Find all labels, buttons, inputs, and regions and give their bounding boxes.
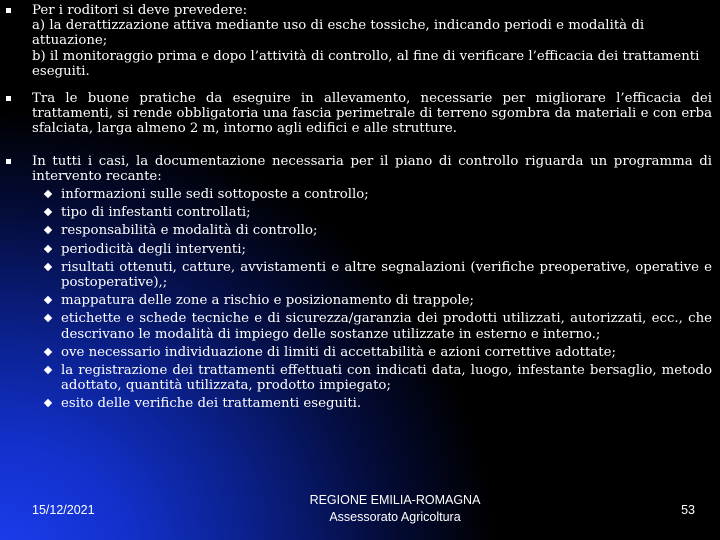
bullet-text: [32, 3, 712, 79]
sub-item: [32, 363, 712, 393]
sub-item: [32, 396, 712, 411]
sub-item-text: esito delle verifiche dei trattamenti eseguiti.: [61, 396, 362, 412]
sub-item: [32, 345, 712, 360]
diamond-bullet-icon: [44, 190, 52, 198]
diamond-bullet-icon: [44, 226, 52, 234]
sub-item-text: la registrazione dei trattamenti effettuati con indicati data, luogo, infestante bersaglio, metodo adottato, quantità utilizzata, prodotto impiegato;: [61, 363, 712, 394]
footer-org-name: REGIONE EMILIA-ROMAGNA: [309, 493, 481, 507]
footer-date: 15/12/2021: [32, 503, 95, 517]
sub-item: [32, 242, 712, 257]
sub-item-text: responsabilità e modalità di controllo;: [61, 223, 318, 239]
footer-organization: [295, 492, 495, 526]
footer-org-department: Assessorato Agricoltura: [329, 510, 461, 524]
diamond-bullet-icon: [44, 348, 52, 356]
sub-item-text: etichette e schede tecniche e di sicurezza/garanzia dei prodotti utilizzati, autorizzati, ecc., che descrivano le modalità di impiego delle sostanze utilizzate in esterno e interno.;: [61, 311, 712, 342]
sub-item: [32, 293, 712, 308]
diamond-bullet-icon: [44, 263, 52, 271]
bullet-good-practices: [6, 91, 712, 137]
slide-footer: [0, 490, 720, 534]
slide-content: [6, 3, 712, 424]
diamond-bullet-icon: [44, 399, 52, 407]
diamond-bullet-icon: [44, 244, 52, 252]
bullet-line: b) il monitoraggio prima e dopo l’attività di controllo, al fine di verificare l’efficacia dei trattamenti eseguiti.: [32, 48, 700, 79]
diamond-bullet-icon: [44, 366, 52, 374]
square-bullet-icon: [6, 96, 11, 101]
diamond-bullet-icon: [44, 208, 52, 216]
sub-item: [32, 311, 712, 341]
diamond-bullet-icon: [44, 314, 52, 322]
sub-item: [32, 260, 712, 290]
page-number: 53: [681, 503, 695, 517]
sub-item: [32, 223, 712, 238]
square-bullet-icon: [6, 8, 11, 13]
sub-item-text: mappatura delle zone a rischio e posizionamento di trappole;: [61, 293, 474, 309]
bullet-rodents: [6, 3, 712, 79]
diamond-bullet-icon: [44, 296, 52, 304]
bullet-documentation: [6, 154, 712, 412]
sub-item: [32, 187, 712, 202]
bullet-line: a) la derattizzazione attiva mediante uso di esche tossiche, indicando periodi e modalità di attuazione;: [32, 18, 645, 49]
sub-item-text: risultati ottenuti, catture, avvistamenti e altre segnalazioni (verifiche preoperative, operative e postoperative),;: [61, 259, 712, 291]
square-bullet-icon: [6, 159, 11, 164]
sub-item-text: informazioni sulle sedi sottoposte a controllo;: [61, 187, 369, 203]
sub-item: [32, 205, 712, 220]
bullet-line: Per i roditori si deve prevedere:: [32, 3, 248, 18]
bullet-text: [32, 154, 712, 412]
bullet-text: Tra le buone pratiche da eseguire in allevamento, necessarie per migliorare l’efficacia dei trattamenti, si rende obbligatoria una fascia perimetrale di terreno sgombra da materiali e con erba sfalciata, larga almeno 2 m, intorno agli edifici e alle strutture.: [32, 91, 712, 137]
sub-item-text: ove necessario individuazione di limiti di accettabilità e azioni correttive adottate;: [61, 344, 616, 360]
bullet-intro: In tutti i casi, la documentazione necessaria per il piano di controllo riguarda un programma di intervento recante:: [32, 153, 712, 184]
sub-item-text: periodicità degli interventi;: [61, 241, 246, 257]
sub-item-text: tipo di infestanti controllati;: [61, 205, 251, 221]
